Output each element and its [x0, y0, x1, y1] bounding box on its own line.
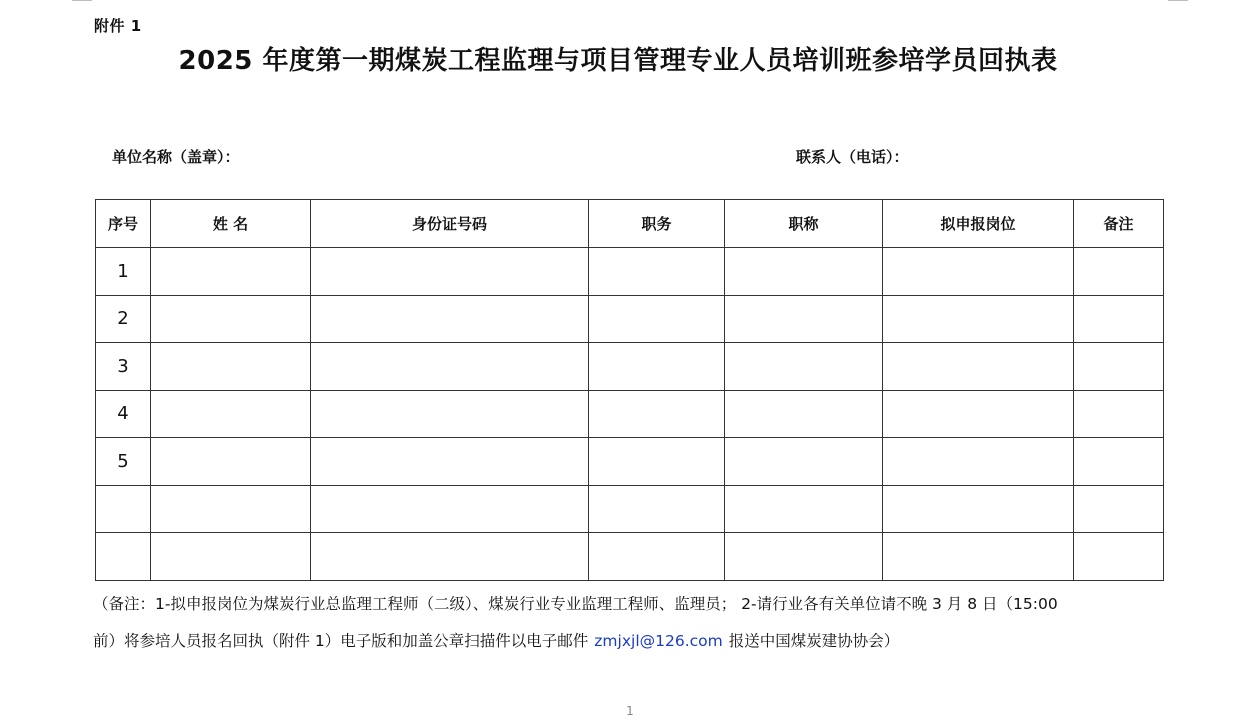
- cell-position[interactable]: [589, 343, 725, 391]
- header-remarks: 备注: [1074, 200, 1164, 248]
- unit-name-label: 单位名称（盖章）：: [112, 148, 240, 166]
- cell-serial: 5: [96, 438, 151, 486]
- table-row: [96, 533, 1164, 581]
- cell-title[interactable]: [725, 533, 883, 581]
- cell-title[interactable]: [725, 295, 883, 343]
- page-number: 1: [626, 704, 634, 718]
- cell-applied-post[interactable]: [883, 390, 1074, 438]
- table-row: [96, 248, 1164, 296]
- cell-remarks[interactable]: [1074, 248, 1164, 296]
- cell-applied-post[interactable]: [883, 343, 1074, 391]
- cell-position[interactable]: [589, 533, 725, 581]
- table-row: [96, 390, 1164, 438]
- cell-applied-post[interactable]: [883, 248, 1074, 296]
- cell-title[interactable]: [725, 390, 883, 438]
- cell-applied-post[interactable]: [883, 485, 1074, 533]
- document-title: 2025 年度第一期煤炭工程监理与项目管理专业人员培训班参培学员回执表: [178, 46, 1058, 76]
- cell-serial: 3: [96, 343, 151, 391]
- note-text-suffix: 报送中国煤炭建协协会）: [728, 632, 900, 650]
- cell-title[interactable]: [725, 343, 883, 391]
- attachment-label: 附件 1: [94, 17, 142, 35]
- cell-id-number[interactable]: [311, 343, 589, 391]
- cell-serial: 4: [96, 390, 151, 438]
- cell-applied-post[interactable]: [883, 438, 1074, 486]
- remarks-note-line-1: （备注：1-拟申报岗位为煤炭行业总监理工程师（二级）、煤炭行业专业监理工程师、监理员； 2-请行业各有关单位请不晚 3 月 8 日（15:00: [93, 595, 1058, 613]
- registration-table: [95, 199, 1164, 581]
- email-link[interactable]: zmjxjl@126.com: [594, 632, 723, 650]
- page-corner-mark-left: [72, 0, 92, 1]
- cell-serial: 2: [96, 295, 151, 343]
- cell-remarks[interactable]: [1074, 438, 1164, 486]
- cell-remarks[interactable]: [1074, 295, 1164, 343]
- cell-name[interactable]: [151, 248, 311, 296]
- cell-name[interactable]: [151, 295, 311, 343]
- cell-position[interactable]: [589, 390, 725, 438]
- table-row: [96, 438, 1164, 486]
- cell-name[interactable]: [151, 533, 311, 581]
- cell-serial: 1: [96, 248, 151, 296]
- cell-id-number[interactable]: [311, 485, 589, 533]
- cell-title[interactable]: [725, 438, 883, 486]
- cell-position[interactable]: [589, 438, 725, 486]
- contact-label: 联系人（电话）：: [796, 148, 909, 166]
- cell-applied-post[interactable]: [883, 295, 1074, 343]
- cell-id-number[interactable]: [311, 390, 589, 438]
- cell-remarks[interactable]: [1074, 485, 1164, 533]
- table-row: [96, 295, 1164, 343]
- header-id-number: 身份证号码: [311, 200, 589, 248]
- cell-id-number[interactable]: [311, 438, 589, 486]
- cell-id-number[interactable]: [311, 533, 589, 581]
- header-applied-post: 拟申报岗位: [883, 200, 1074, 248]
- cell-name[interactable]: [151, 438, 311, 486]
- note-text-prefix: 前）将参培人员报名回执（附件 1）电子版和加盖公章扫描件以电子邮件: [93, 632, 589, 650]
- cell-position[interactable]: [589, 248, 725, 296]
- cell-applied-post[interactable]: [883, 533, 1074, 581]
- cell-name[interactable]: [151, 343, 311, 391]
- cell-remarks[interactable]: [1074, 343, 1164, 391]
- cell-id-number[interactable]: [311, 295, 589, 343]
- cell-name[interactable]: [151, 485, 311, 533]
- cell-serial: [96, 485, 151, 533]
- header-name: 姓 名: [151, 200, 311, 248]
- table-header-row: [96, 200, 1164, 248]
- header-position: 职务: [589, 200, 725, 248]
- cell-remarks[interactable]: [1074, 533, 1164, 581]
- cell-title[interactable]: [725, 485, 883, 533]
- page-corner-mark-right: [1168, 0, 1188, 1]
- cell-position[interactable]: [589, 485, 725, 533]
- table-row: [96, 485, 1164, 533]
- cell-position[interactable]: [589, 295, 725, 343]
- cell-title[interactable]: [725, 248, 883, 296]
- header-serial: 序号: [96, 200, 151, 248]
- header-title: 职称: [725, 200, 883, 248]
- cell-name[interactable]: [151, 390, 311, 438]
- cell-id-number[interactable]: [311, 248, 589, 296]
- cell-serial: [96, 533, 151, 581]
- cell-remarks[interactable]: [1074, 390, 1164, 438]
- remarks-note-line-2: [93, 626, 1173, 656]
- table-row: [96, 343, 1164, 391]
